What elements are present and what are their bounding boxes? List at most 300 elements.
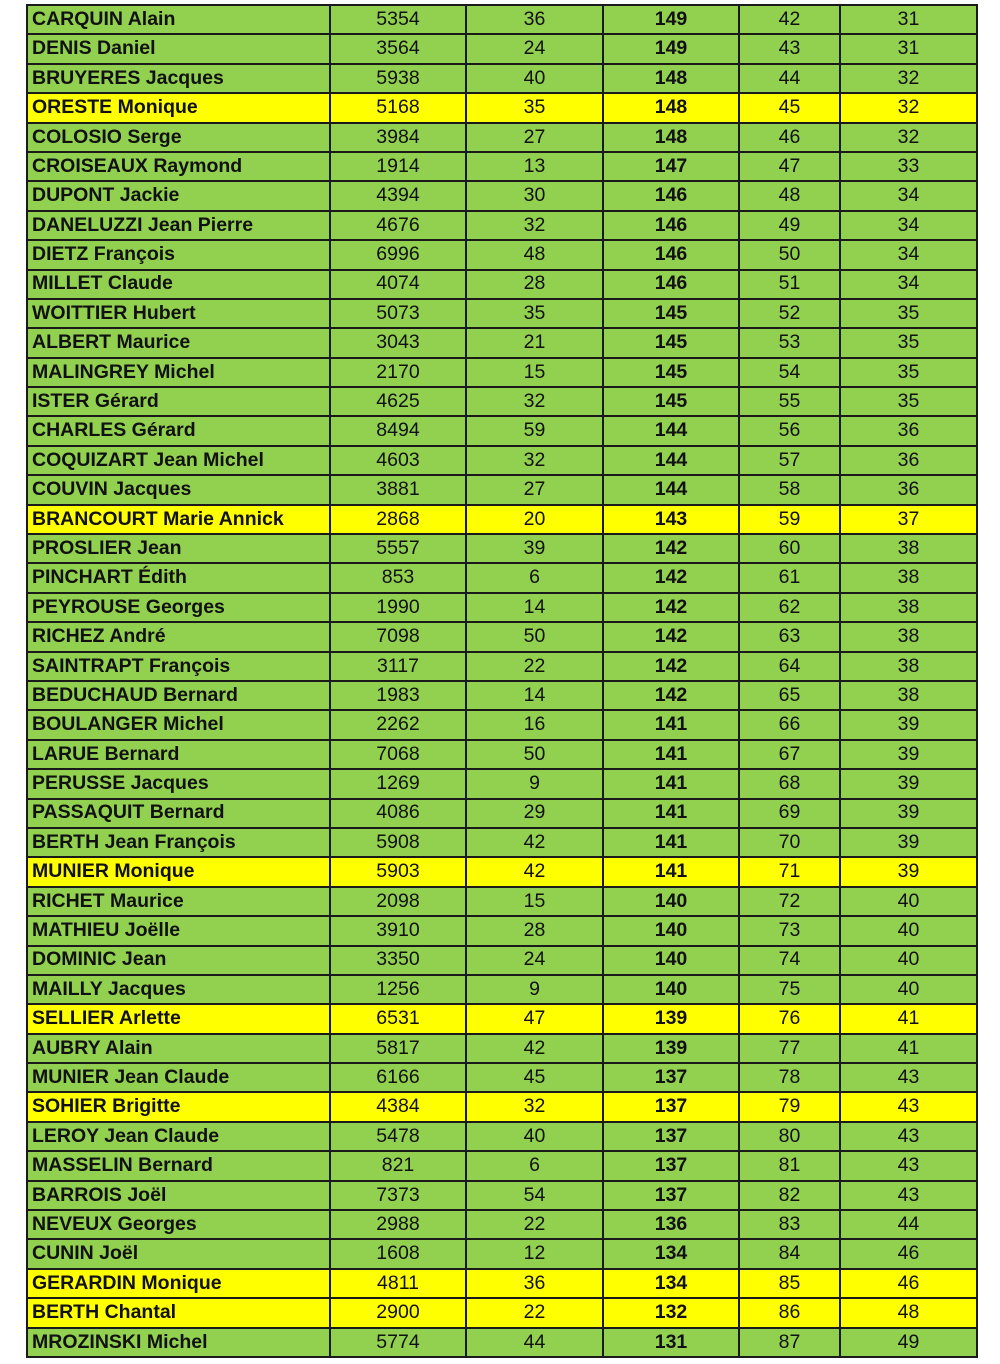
player-name-cell: LEROY Jean Claude xyxy=(27,1122,330,1151)
table-row-highlighted xyxy=(27,1092,977,1121)
score-cell: 134 xyxy=(603,1269,739,1298)
value-cell-2: 22 xyxy=(466,1210,603,1239)
value-cell-5: 40 xyxy=(840,975,977,1004)
value-cell-5: 35 xyxy=(840,299,977,328)
table-row-highlighted xyxy=(27,857,977,886)
value-cell-1: 2262 xyxy=(330,710,466,739)
value-cell-5: 43 xyxy=(840,1181,977,1210)
player-name-cell: DOMINIC Jean xyxy=(27,946,330,975)
player-name-cell: NEVEUX Georges xyxy=(27,1210,330,1239)
rank-cell: 51 xyxy=(739,270,840,299)
rank-cell: 67 xyxy=(739,740,840,769)
rank-cell: 53 xyxy=(739,328,840,357)
value-cell-2: 22 xyxy=(466,652,603,681)
table-row xyxy=(27,328,977,357)
player-name-cell: MUNIER Monique xyxy=(27,857,330,886)
table-row xyxy=(27,710,977,739)
score-cell: 145 xyxy=(603,299,739,328)
score-cell: 142 xyxy=(603,681,739,710)
score-cell: 146 xyxy=(603,211,739,240)
value-cell-1: 4394 xyxy=(330,181,466,210)
player-name-cell: BRUYERES Jacques xyxy=(27,64,330,93)
value-cell-5: 46 xyxy=(840,1239,977,1268)
table-row xyxy=(27,946,977,975)
score-cell: 146 xyxy=(603,181,739,210)
score-cell: 141 xyxy=(603,857,739,886)
value-cell-2: 32 xyxy=(466,211,603,240)
value-cell-5: 40 xyxy=(840,887,977,916)
value-cell-2: 12 xyxy=(466,1239,603,1268)
rank-cell: 76 xyxy=(739,1004,840,1033)
value-cell-5: 34 xyxy=(840,181,977,210)
rank-cell: 78 xyxy=(739,1063,840,1092)
value-cell-1: 6531 xyxy=(330,1004,466,1033)
table-row xyxy=(27,828,977,857)
table-row xyxy=(27,681,977,710)
value-cell-5: 35 xyxy=(840,387,977,416)
value-cell-5: 39 xyxy=(840,710,977,739)
value-cell-1: 5903 xyxy=(330,857,466,886)
rank-cell: 85 xyxy=(739,1269,840,1298)
player-name-cell: RICHET Maurice xyxy=(27,887,330,916)
score-cell: 144 xyxy=(603,475,739,504)
value-cell-2: 9 xyxy=(466,769,603,798)
table-row xyxy=(27,446,977,475)
value-cell-2: 28 xyxy=(466,916,603,945)
value-cell-1: 1269 xyxy=(330,769,466,798)
value-cell-1: 4676 xyxy=(330,211,466,240)
value-cell-5: 36 xyxy=(840,475,977,504)
table-row xyxy=(27,1328,977,1357)
value-cell-1: 3881 xyxy=(330,475,466,504)
value-cell-1: 2170 xyxy=(330,358,466,387)
score-cell: 142 xyxy=(603,622,739,651)
player-name-cell: MUNIER Jean Claude xyxy=(27,1063,330,1092)
score-cell: 139 xyxy=(603,1004,739,1033)
value-cell-2: 20 xyxy=(466,505,603,534)
score-cell: 149 xyxy=(603,34,739,63)
value-cell-2: 9 xyxy=(466,975,603,1004)
table-row xyxy=(27,387,977,416)
value-cell-5: 34 xyxy=(840,240,977,269)
player-name-cell: SOHIER Brigitte xyxy=(27,1092,330,1121)
table-row xyxy=(27,652,977,681)
value-cell-5: 43 xyxy=(840,1063,977,1092)
score-cell: 131 xyxy=(603,1328,739,1357)
table-row xyxy=(27,211,977,240)
value-cell-1: 3910 xyxy=(330,916,466,945)
rank-cell: 63 xyxy=(739,622,840,651)
ranking-table xyxy=(26,4,978,1358)
value-cell-1: 5478 xyxy=(330,1122,466,1151)
value-cell-5: 38 xyxy=(840,681,977,710)
value-cell-5: 40 xyxy=(840,946,977,975)
table-row xyxy=(27,123,977,152)
rank-cell: 58 xyxy=(739,475,840,504)
rank-cell: 86 xyxy=(739,1298,840,1327)
player-name-cell: COQUIZART Jean Michel xyxy=(27,446,330,475)
player-name-cell: DANELUZZI Jean Pierre xyxy=(27,211,330,240)
value-cell-5: 39 xyxy=(840,799,977,828)
value-cell-5: 41 xyxy=(840,1034,977,1063)
player-name-cell: DIETZ François xyxy=(27,240,330,269)
rank-cell: 49 xyxy=(739,211,840,240)
score-cell: 141 xyxy=(603,710,739,739)
value-cell-5: 48 xyxy=(840,1298,977,1327)
player-name-cell: PEYROUSE Georges xyxy=(27,593,330,622)
rank-cell: 77 xyxy=(739,1034,840,1063)
player-name-cell: PINCHART Édith xyxy=(27,563,330,592)
table-row xyxy=(27,975,977,1004)
value-cell-2: 24 xyxy=(466,946,603,975)
value-cell-1: 821 xyxy=(330,1151,466,1180)
score-cell: 148 xyxy=(603,123,739,152)
rank-cell: 87 xyxy=(739,1328,840,1357)
table-row xyxy=(27,1034,977,1063)
value-cell-1: 2988 xyxy=(330,1210,466,1239)
value-cell-1: 5073 xyxy=(330,299,466,328)
rank-cell: 68 xyxy=(739,769,840,798)
value-cell-2: 42 xyxy=(466,1034,603,1063)
value-cell-5: 32 xyxy=(840,93,977,122)
player-name-cell: DENIS Daniel xyxy=(27,34,330,63)
value-cell-1: 6996 xyxy=(330,240,466,269)
value-cell-2: 29 xyxy=(466,799,603,828)
player-name-cell: PERUSSE Jacques xyxy=(27,769,330,798)
rank-cell: 50 xyxy=(739,240,840,269)
value-cell-5: 39 xyxy=(840,740,977,769)
value-cell-2: 15 xyxy=(466,358,603,387)
value-cell-1: 4086 xyxy=(330,799,466,828)
value-cell-5: 38 xyxy=(840,622,977,651)
rank-cell: 55 xyxy=(739,387,840,416)
table-row xyxy=(27,34,977,63)
value-cell-1: 3117 xyxy=(330,652,466,681)
rank-cell: 83 xyxy=(739,1210,840,1239)
player-name-cell: BARROIS Joël xyxy=(27,1181,330,1210)
value-cell-5: 44 xyxy=(840,1210,977,1239)
rank-cell: 60 xyxy=(739,534,840,563)
value-cell-5: 31 xyxy=(840,34,977,63)
table-row xyxy=(27,1181,977,1210)
player-name-cell: MASSELIN Bernard xyxy=(27,1151,330,1180)
table-row xyxy=(27,622,977,651)
value-cell-1: 5938 xyxy=(330,64,466,93)
value-cell-5: 46 xyxy=(840,1269,977,1298)
value-cell-1: 2098 xyxy=(330,887,466,916)
value-cell-2: 59 xyxy=(466,416,603,445)
player-name-cell: SELLIER Arlette xyxy=(27,1004,330,1033)
value-cell-5: 37 xyxy=(840,505,977,534)
score-cell: 148 xyxy=(603,93,739,122)
player-name-cell: MALINGREY Michel xyxy=(27,358,330,387)
value-cell-1: 3350 xyxy=(330,946,466,975)
score-cell: 147 xyxy=(603,152,739,181)
value-cell-5: 38 xyxy=(840,652,977,681)
value-cell-5: 33 xyxy=(840,152,977,181)
score-cell: 134 xyxy=(603,1239,739,1268)
value-cell-5: 43 xyxy=(840,1092,977,1121)
player-name-cell: MILLET Claude xyxy=(27,270,330,299)
score-cell: 148 xyxy=(603,64,739,93)
table-row xyxy=(27,358,977,387)
value-cell-5: 32 xyxy=(840,64,977,93)
player-name-cell: AUBRY Alain xyxy=(27,1034,330,1063)
value-cell-2: 50 xyxy=(466,622,603,651)
score-cell: 142 xyxy=(603,534,739,563)
value-cell-1: 1983 xyxy=(330,681,466,710)
score-cell: 142 xyxy=(603,652,739,681)
value-cell-2: 32 xyxy=(466,446,603,475)
value-cell-2: 13 xyxy=(466,152,603,181)
rank-cell: 45 xyxy=(739,93,840,122)
rank-cell: 69 xyxy=(739,799,840,828)
value-cell-2: 47 xyxy=(466,1004,603,1033)
player-name-cell: COLOSIO Serge xyxy=(27,123,330,152)
table-row xyxy=(27,416,977,445)
table-row xyxy=(27,475,977,504)
score-cell: 141 xyxy=(603,769,739,798)
value-cell-2: 35 xyxy=(466,93,603,122)
rank-cell: 57 xyxy=(739,446,840,475)
score-cell: 144 xyxy=(603,416,739,445)
value-cell-5: 34 xyxy=(840,211,977,240)
value-cell-2: 44 xyxy=(466,1328,603,1357)
table-row xyxy=(27,270,977,299)
rank-cell: 84 xyxy=(739,1239,840,1268)
player-name-cell: CROISEAUX Raymond xyxy=(27,152,330,181)
value-cell-2: 28 xyxy=(466,270,603,299)
rank-cell: 59 xyxy=(739,505,840,534)
score-cell: 137 xyxy=(603,1181,739,1210)
player-name-cell: CARQUIN Alain xyxy=(27,5,330,34)
score-cell: 140 xyxy=(603,887,739,916)
rank-cell: 70 xyxy=(739,828,840,857)
table-row xyxy=(27,563,977,592)
player-name-cell: PROSLIER Jean xyxy=(27,534,330,563)
player-name-cell: ALBERT Maurice xyxy=(27,328,330,357)
value-cell-1: 4625 xyxy=(330,387,466,416)
value-cell-5: 39 xyxy=(840,769,977,798)
value-cell-1: 5168 xyxy=(330,93,466,122)
value-cell-5: 35 xyxy=(840,358,977,387)
value-cell-2: 24 xyxy=(466,34,603,63)
table-row xyxy=(27,1239,977,1268)
value-cell-5: 39 xyxy=(840,857,977,886)
score-cell: 139 xyxy=(603,1034,739,1063)
value-cell-2: 45 xyxy=(466,1063,603,1092)
player-name-cell: WOITTIER Hubert xyxy=(27,299,330,328)
value-cell-2: 32 xyxy=(466,1092,603,1121)
table-row xyxy=(27,1210,977,1239)
value-cell-5: 43 xyxy=(840,1151,977,1180)
value-cell-5: 32 xyxy=(840,123,977,152)
score-cell: 137 xyxy=(603,1092,739,1121)
value-cell-2: 35 xyxy=(466,299,603,328)
player-name-cell: DUPONT Jackie xyxy=(27,181,330,210)
rank-cell: 75 xyxy=(739,975,840,1004)
value-cell-5: 31 xyxy=(840,5,977,34)
player-name-cell: CHARLES Gérard xyxy=(27,416,330,445)
value-cell-2: 32 xyxy=(466,387,603,416)
table-row xyxy=(27,64,977,93)
value-cell-2: 36 xyxy=(466,5,603,34)
value-cell-1: 2900 xyxy=(330,1298,466,1327)
rank-cell: 82 xyxy=(739,1181,840,1210)
rank-cell: 73 xyxy=(739,916,840,945)
rank-cell: 65 xyxy=(739,681,840,710)
rank-cell: 62 xyxy=(739,593,840,622)
value-cell-5: 36 xyxy=(840,416,977,445)
value-cell-2: 30 xyxy=(466,181,603,210)
value-cell-1: 4384 xyxy=(330,1092,466,1121)
table-row-highlighted xyxy=(27,1269,977,1298)
value-cell-2: 14 xyxy=(466,593,603,622)
value-cell-1: 7373 xyxy=(330,1181,466,1210)
score-cell: 145 xyxy=(603,387,739,416)
player-name-cell: ISTER Gérard xyxy=(27,387,330,416)
table-row xyxy=(27,240,977,269)
value-cell-5: 39 xyxy=(840,828,977,857)
value-cell-2: 36 xyxy=(466,1269,603,1298)
rank-cell: 64 xyxy=(739,652,840,681)
player-name-cell: COUVIN Jacques xyxy=(27,475,330,504)
rank-cell: 79 xyxy=(739,1092,840,1121)
table-row xyxy=(27,5,977,34)
player-name-cell: PASSAQUIT Bernard xyxy=(27,799,330,828)
value-cell-1: 5817 xyxy=(330,1034,466,1063)
table-row-highlighted xyxy=(27,1004,977,1033)
ranking-table-body xyxy=(27,5,977,1357)
value-cell-1: 3564 xyxy=(330,34,466,63)
value-cell-5: 38 xyxy=(840,593,977,622)
value-cell-1: 4603 xyxy=(330,446,466,475)
value-cell-2: 21 xyxy=(466,328,603,357)
player-name-cell: SAINTRAPT François xyxy=(27,652,330,681)
rank-cell: 71 xyxy=(739,857,840,886)
score-cell: 140 xyxy=(603,946,739,975)
player-name-cell: ORESTE Monique xyxy=(27,93,330,122)
value-cell-2: 6 xyxy=(466,563,603,592)
table-row xyxy=(27,887,977,916)
score-cell: 144 xyxy=(603,446,739,475)
value-cell-1: 853 xyxy=(330,563,466,592)
rank-cell: 42 xyxy=(739,5,840,34)
player-name-cell: MAILLY Jacques xyxy=(27,975,330,1004)
value-cell-2: 48 xyxy=(466,240,603,269)
value-cell-1: 2868 xyxy=(330,505,466,534)
rank-cell: 66 xyxy=(739,710,840,739)
score-cell: 140 xyxy=(603,975,739,1004)
player-name-cell: BOULANGER Michel xyxy=(27,710,330,739)
score-cell: 146 xyxy=(603,240,739,269)
rank-cell: 52 xyxy=(739,299,840,328)
value-cell-5: 34 xyxy=(840,270,977,299)
value-cell-1: 7068 xyxy=(330,740,466,769)
table-row xyxy=(27,299,977,328)
value-cell-2: 50 xyxy=(466,740,603,769)
table-row xyxy=(27,769,977,798)
table-row xyxy=(27,534,977,563)
score-cell: 146 xyxy=(603,270,739,299)
rank-cell: 43 xyxy=(739,34,840,63)
value-cell-1: 1256 xyxy=(330,975,466,1004)
rank-cell: 80 xyxy=(739,1122,840,1151)
score-cell: 136 xyxy=(603,1210,739,1239)
value-cell-1: 8494 xyxy=(330,416,466,445)
table-row xyxy=(27,1122,977,1151)
player-name-cell: LARUE Bernard xyxy=(27,740,330,769)
table-row xyxy=(27,181,977,210)
rank-cell: 47 xyxy=(739,152,840,181)
value-cell-5: 41 xyxy=(840,1004,977,1033)
value-cell-5: 38 xyxy=(840,534,977,563)
value-cell-5: 49 xyxy=(840,1328,977,1357)
table-row-highlighted xyxy=(27,93,977,122)
player-name-cell: BERTH Chantal xyxy=(27,1298,330,1327)
value-cell-2: 40 xyxy=(466,64,603,93)
value-cell-1: 7098 xyxy=(330,622,466,651)
value-cell-2: 15 xyxy=(466,887,603,916)
table-row-highlighted xyxy=(27,1298,977,1327)
value-cell-2: 6 xyxy=(466,1151,603,1180)
rank-cell: 61 xyxy=(739,563,840,592)
table-row xyxy=(27,152,977,181)
value-cell-1: 4811 xyxy=(330,1269,466,1298)
player-name-cell: MROZINSKI Michel xyxy=(27,1328,330,1357)
value-cell-2: 14 xyxy=(466,681,603,710)
score-cell: 137 xyxy=(603,1122,739,1151)
value-cell-1: 4074 xyxy=(330,270,466,299)
rank-cell: 72 xyxy=(739,887,840,916)
score-cell: 137 xyxy=(603,1151,739,1180)
value-cell-5: 38 xyxy=(840,563,977,592)
player-name-cell: MATHIEU Joëlle xyxy=(27,916,330,945)
score-cell: 142 xyxy=(603,593,739,622)
rank-cell: 44 xyxy=(739,64,840,93)
player-name-cell: BEDUCHAUD Bernard xyxy=(27,681,330,710)
value-cell-1: 5908 xyxy=(330,828,466,857)
score-cell: 142 xyxy=(603,563,739,592)
table-row xyxy=(27,1063,977,1092)
value-cell-1: 5557 xyxy=(330,534,466,563)
player-name-cell: BRANCOURT Marie Annick xyxy=(27,505,330,534)
score-cell: 149 xyxy=(603,5,739,34)
value-cell-2: 27 xyxy=(466,475,603,504)
value-cell-5: 43 xyxy=(840,1122,977,1151)
value-cell-1: 5354 xyxy=(330,5,466,34)
score-cell: 140 xyxy=(603,916,739,945)
rank-cell: 54 xyxy=(739,358,840,387)
score-cell: 141 xyxy=(603,799,739,828)
score-cell: 145 xyxy=(603,328,739,357)
player-name-cell: GERARDIN Monique xyxy=(27,1269,330,1298)
value-cell-2: 54 xyxy=(466,1181,603,1210)
value-cell-2: 22 xyxy=(466,1298,603,1327)
value-cell-1: 6166 xyxy=(330,1063,466,1092)
score-cell: 137 xyxy=(603,1063,739,1092)
score-cell: 145 xyxy=(603,358,739,387)
table-row xyxy=(27,740,977,769)
rank-cell: 46 xyxy=(739,123,840,152)
table-row xyxy=(27,916,977,945)
score-cell: 143 xyxy=(603,505,739,534)
value-cell-5: 40 xyxy=(840,916,977,945)
rank-cell: 81 xyxy=(739,1151,840,1180)
value-cell-1: 1608 xyxy=(330,1239,466,1268)
player-name-cell: RICHEZ André xyxy=(27,622,330,651)
rank-cell: 74 xyxy=(739,946,840,975)
